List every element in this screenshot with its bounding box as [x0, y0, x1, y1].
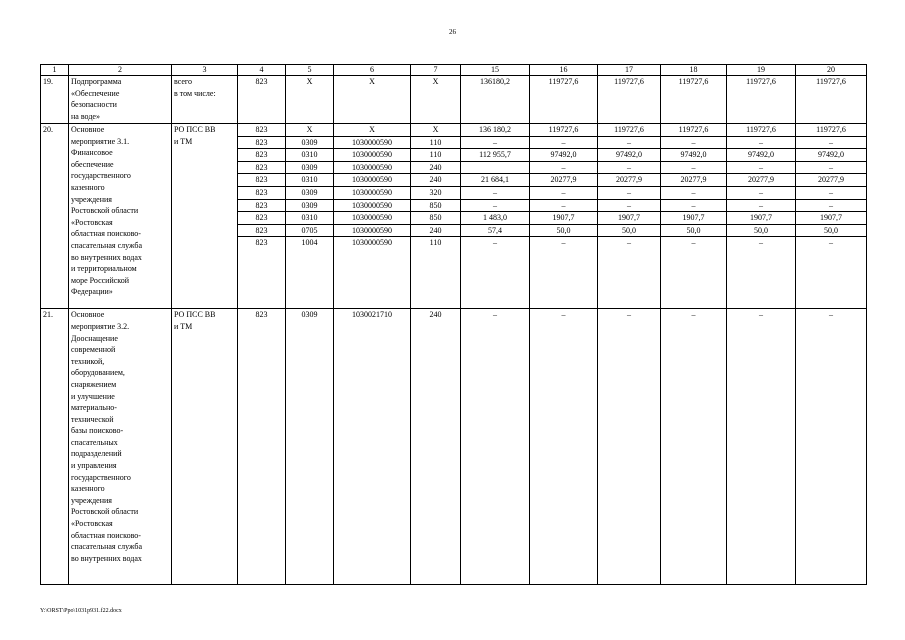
table-cell: 0310	[286, 174, 334, 187]
table-cell: 119727,6	[796, 124, 867, 137]
table-cell: –	[727, 136, 796, 149]
table-cell: –	[661, 199, 727, 212]
table-cell: 97492,0	[598, 149, 661, 162]
table-cell: –	[796, 309, 867, 585]
table-cell: –	[461, 186, 530, 199]
header-cell: 5	[286, 65, 334, 76]
table-cell: 119727,6	[530, 76, 598, 124]
table-cell: –	[661, 186, 727, 199]
table-cell: 0309	[286, 186, 334, 199]
header-cell: 16	[530, 65, 598, 76]
table-cell: –	[598, 186, 661, 199]
table-cell: X	[286, 124, 334, 137]
table-cell: 850	[411, 212, 461, 225]
header-row	[41, 65, 867, 76]
table-cell: X	[334, 76, 411, 124]
table-cell: 136 180,2	[461, 124, 530, 137]
table-cell: 110	[411, 136, 461, 149]
table-cell: –	[598, 309, 661, 585]
row-number: 21.	[41, 309, 69, 585]
table-cell: 1030000590	[334, 199, 411, 212]
table-cell: 136180,2	[461, 76, 530, 124]
table-cell: 0310	[286, 149, 334, 162]
table-cell: 50,0	[661, 224, 727, 237]
table-cell: 1030000590	[334, 149, 411, 162]
header-cell: 4	[238, 65, 286, 76]
table-cell: –	[727, 199, 796, 212]
table-cell: –	[661, 309, 727, 585]
table-cell: 0309	[286, 161, 334, 174]
table-cell: 823	[238, 136, 286, 149]
table-cell: –	[796, 136, 867, 149]
table-cell: 823	[238, 186, 286, 199]
table-cell: 0310	[286, 212, 334, 225]
header-cell: 1	[41, 65, 69, 76]
table-cell: –	[796, 237, 867, 309]
table-cell: –	[727, 309, 796, 585]
table-cell: –	[530, 136, 598, 149]
header-cell: 20	[796, 65, 867, 76]
table-cell: –	[661, 136, 727, 149]
header-cell: 17	[598, 65, 661, 76]
table-cell: 97492,0	[796, 149, 867, 162]
table-cell: 0309	[286, 199, 334, 212]
table-cell: –	[598, 199, 661, 212]
program-name: Основное мероприятие 3.1. Финансовое обеспечение государственного казенного учреждения Ростовской области «Ростовская областная поисково- спасательная служба во внутренних водах и территориальном море Российской Федерации»	[69, 124, 172, 309]
file-path-footer: Y:\ORST\Ppo\1031p931.f22.docx	[40, 608, 122, 614]
header-cell: 3	[172, 65, 238, 76]
table-cell: –	[661, 161, 727, 174]
table-cell: 240	[411, 161, 461, 174]
executor: РО ПСС ВВ и ТМ	[172, 124, 238, 309]
table-cell: 850	[411, 199, 461, 212]
table-cell: 119727,6	[796, 76, 867, 124]
table-cell: –	[661, 237, 727, 309]
table-cell: 50,0	[727, 224, 796, 237]
table-cell: 1030021710	[334, 309, 411, 585]
table-cell	[461, 161, 530, 174]
table-cell: X	[286, 76, 334, 124]
table-row-21	[41, 309, 867, 585]
table-cell: 1907,7	[661, 212, 727, 225]
table-cell: –	[598, 161, 661, 174]
table-cell: X	[411, 76, 461, 124]
table-cell: –	[727, 161, 796, 174]
table-cell: 823	[238, 161, 286, 174]
table-cell: 119727,6	[727, 76, 796, 124]
table-cell: 50,0	[598, 224, 661, 237]
table-cell: 823	[238, 237, 286, 309]
program-name: Подпрограмма «Обеспечение безопасности на воде»	[69, 76, 172, 124]
table-cell: 20277,9	[598, 174, 661, 187]
table-cell: –	[530, 161, 598, 174]
table-cell: 1030000590	[334, 212, 411, 225]
table-cell: –	[796, 199, 867, 212]
table-cell: –	[598, 136, 661, 149]
table-cell: 0705	[286, 224, 334, 237]
table-cell: 21 684,1	[461, 174, 530, 187]
table-cell: X	[334, 124, 411, 137]
table-cell: 50,0	[796, 224, 867, 237]
table-cell: 1907,7	[727, 212, 796, 225]
table-row-19	[41, 76, 867, 124]
table-cell: –	[727, 186, 796, 199]
page-number: 26	[449, 28, 456, 36]
table-cell: –	[796, 186, 867, 199]
table-cell: 1030000590	[334, 186, 411, 199]
table-cell: 50,0	[530, 224, 598, 237]
budget-table	[40, 64, 867, 585]
table-cell: 240	[411, 174, 461, 187]
table-cell: –	[461, 237, 530, 309]
header-cell: 2	[69, 65, 172, 76]
table-cell: 112 955,7	[461, 149, 530, 162]
table-cell: 119727,6	[661, 76, 727, 124]
table-cell: 1030000590	[334, 174, 411, 187]
row-number: 20.	[41, 124, 69, 309]
header-cell: 6	[334, 65, 411, 76]
table-cell: 1030000590	[334, 136, 411, 149]
header-cell: 18	[661, 65, 727, 76]
table-cell: 1 483,0	[461, 212, 530, 225]
executor: РО ПСС ВВ и ТМ	[172, 309, 238, 585]
table-cell: –	[530, 199, 598, 212]
table-cell: –	[530, 309, 598, 585]
table-cell: 110	[411, 149, 461, 162]
table-cell: 1907,7	[796, 212, 867, 225]
table-cell: 320	[411, 186, 461, 199]
table-cell: 823	[238, 76, 286, 124]
table-cell: X	[411, 124, 461, 137]
table-cell: 119727,6	[598, 124, 661, 137]
header-cell: 15	[461, 65, 530, 76]
table-cell: 119727,6	[598, 76, 661, 124]
table-cell: 20277,9	[530, 174, 598, 187]
table-cell: 1030000590	[334, 237, 411, 309]
table-cell: 119727,6	[661, 124, 727, 137]
header-cell: 19	[727, 65, 796, 76]
table-cell: –	[461, 199, 530, 212]
table-cell: 240	[411, 224, 461, 237]
table-row-20	[41, 124, 867, 137]
table-cell: 823	[238, 149, 286, 162]
table-cell: 823	[238, 174, 286, 187]
table-cell: 20277,9	[727, 174, 796, 187]
table-cell: 1907,7	[598, 212, 661, 225]
table-cell: –	[796, 161, 867, 174]
table-cell: 1004	[286, 237, 334, 309]
table-cell: 0309	[286, 136, 334, 149]
table-cell: 240	[411, 309, 461, 585]
table-cell: 823	[238, 224, 286, 237]
table-cell: –	[461, 309, 530, 585]
table-cell: –	[530, 237, 598, 309]
table-cell: 119727,6	[530, 124, 598, 137]
table-cell: –	[598, 237, 661, 309]
table-cell: 0309	[286, 309, 334, 585]
table-cell: –	[461, 136, 530, 149]
table-cell: 823	[238, 212, 286, 225]
executor: всего в том числе:	[172, 76, 238, 124]
table-cell: 20277,9	[796, 174, 867, 187]
table-cell: 1030000590	[334, 161, 411, 174]
table-cell: 20277,9	[661, 174, 727, 187]
table-cell: –	[727, 237, 796, 309]
program-name: Основное мероприятие 3.2. Дооснащение современной техникой, оборудованием, снаряжением и улучшение материально- технической базы поисково- спасательных подразделений и управления государственного казенного учреждения Ростовской области «Ростовская областная поисково- спасательная служба во внутренних водах	[69, 309, 172, 585]
table-cell: 1907,7	[530, 212, 598, 225]
row-number: 19.	[41, 76, 69, 124]
table-cell: 823	[238, 309, 286, 585]
table-cell: 97492,0	[661, 149, 727, 162]
table-cell: 119727,6	[727, 124, 796, 137]
table-cell: 97492,0	[727, 149, 796, 162]
table-cell: 1030000590	[334, 224, 411, 237]
table-cell: 823	[238, 199, 286, 212]
header-cell: 7	[411, 65, 461, 76]
table-cell: 823	[238, 124, 286, 137]
table-cell: 97492,0	[530, 149, 598, 162]
table-cell: 57,4	[461, 224, 530, 237]
table-cell: 110	[411, 237, 461, 309]
table-cell: –	[530, 186, 598, 199]
